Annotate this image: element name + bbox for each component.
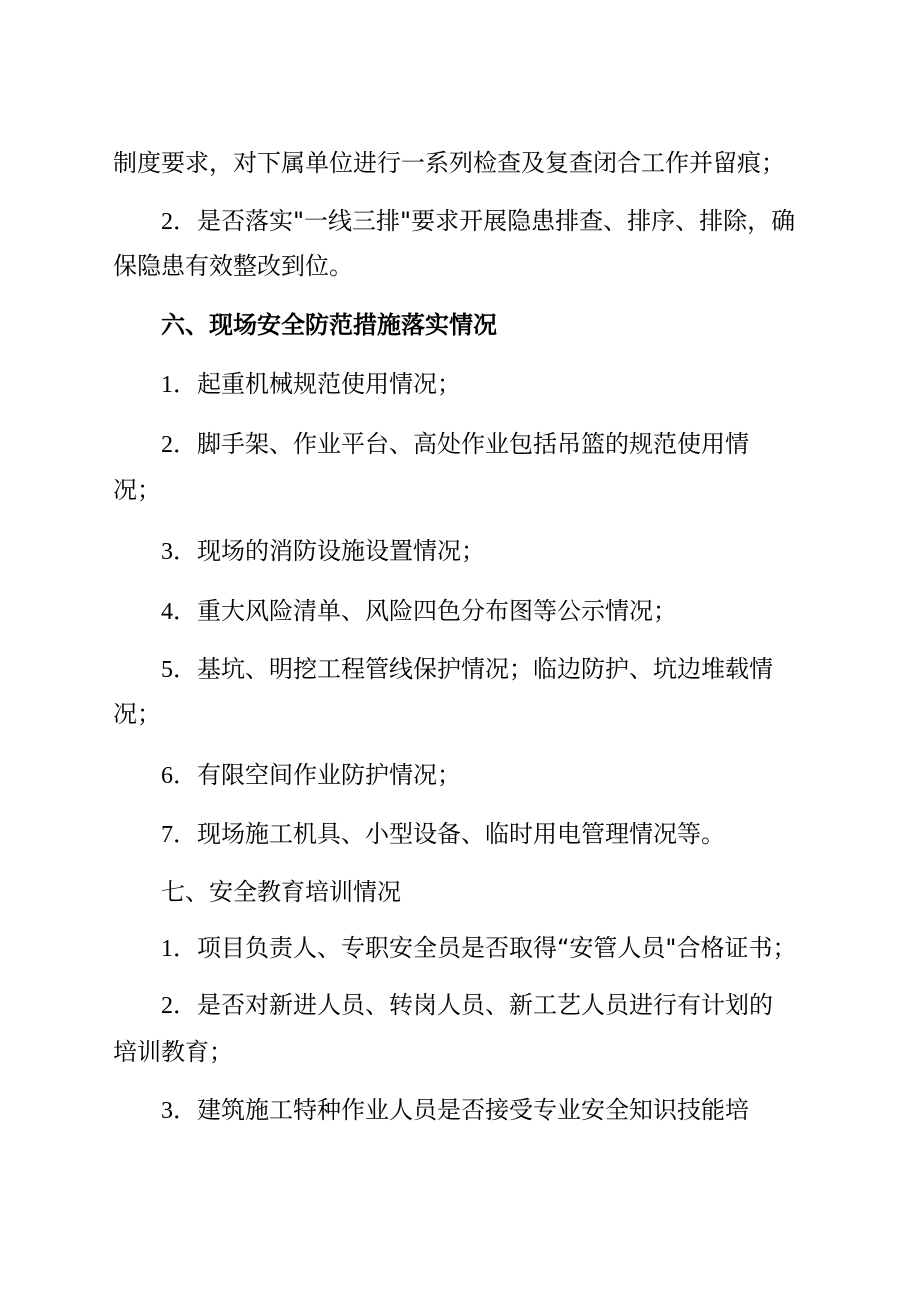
- paragraph-line: [113, 147, 785, 179]
- line-text: 况；: [113, 700, 161, 728]
- list-number: 2: [161, 432, 173, 458]
- list-item-line: [161, 818, 725, 850]
- list-number: 6: [161, 763, 173, 789]
- list-number: 5: [161, 657, 173, 683]
- line-text: ．是否落实"一线三排"要求开展隐患排查、排序、排除，确: [173, 207, 796, 235]
- list-item-line: [161, 759, 461, 791]
- paragraph-line: [113, 698, 161, 730]
- line-text: ．脚手架、作业平台、高处作业包括吊篮的规范使用情: [173, 430, 749, 458]
- list-item-line: [161, 428, 749, 460]
- list-item-line: [161, 1094, 749, 1126]
- line-text: ．重大风险清单、风险四色分布图等公示情况；: [173, 597, 677, 625]
- heading-text: 六、现场安全防范措施落实情况: [161, 311, 497, 339]
- line-text: 制度要求，对下属单位进行一系列检查及复查闭合工作并留痕；: [113, 149, 785, 177]
- line-text: 况；: [113, 476, 161, 504]
- list-number: 2: [161, 993, 173, 1019]
- line-text: 培训教育；: [113, 1038, 233, 1066]
- list-number: 1: [161, 936, 173, 962]
- line-text: ．起重机械规范使用情况；: [173, 370, 461, 398]
- list-number: 7: [161, 822, 173, 848]
- list-number: 4: [161, 599, 173, 625]
- list-number: 3: [161, 539, 173, 565]
- line-text: 保隐患有效整改到位。: [113, 252, 353, 280]
- heading-text: 七、安全教育培训情况: [161, 878, 401, 906]
- list-number: 1: [161, 372, 173, 398]
- line-text: ．基坑、明挖工程管线保护情况；临边防护、坑边堆载情: [173, 655, 773, 683]
- list-item-line: [161, 205, 795, 237]
- paragraph-line: [113, 1036, 233, 1068]
- list-item-line: [161, 989, 773, 1021]
- list-item-line: [161, 595, 677, 627]
- line-text: ．项目负责人、专职安全员是否取得“安管人员"合格证书；: [173, 934, 797, 962]
- line-text: ．建筑施工特种作业人员是否接受专业安全知识技能培: [173, 1096, 749, 1124]
- list-item-line: [161, 535, 485, 567]
- paragraph-line: [113, 250, 353, 282]
- list-item-line: [161, 932, 796, 964]
- list-item-line: [161, 368, 461, 400]
- paragraph-line: [113, 474, 161, 506]
- list-number: 3: [161, 1098, 173, 1124]
- line-text: ．是否对新进人员、转岗人员、新工艺人员进行有计划的: [173, 991, 773, 1019]
- line-text: ．现场的消防设施设置情况；: [173, 537, 485, 565]
- line-text: ．有限空间作业防护情况；: [173, 761, 461, 789]
- list-number: 2: [161, 209, 173, 235]
- line-text: ．现场施工机具、小型设备、临时用电管理情况等。: [173, 820, 725, 848]
- section-heading-7: [161, 876, 401, 908]
- section-heading-6: [161, 309, 497, 341]
- list-item-line: [161, 653, 773, 685]
